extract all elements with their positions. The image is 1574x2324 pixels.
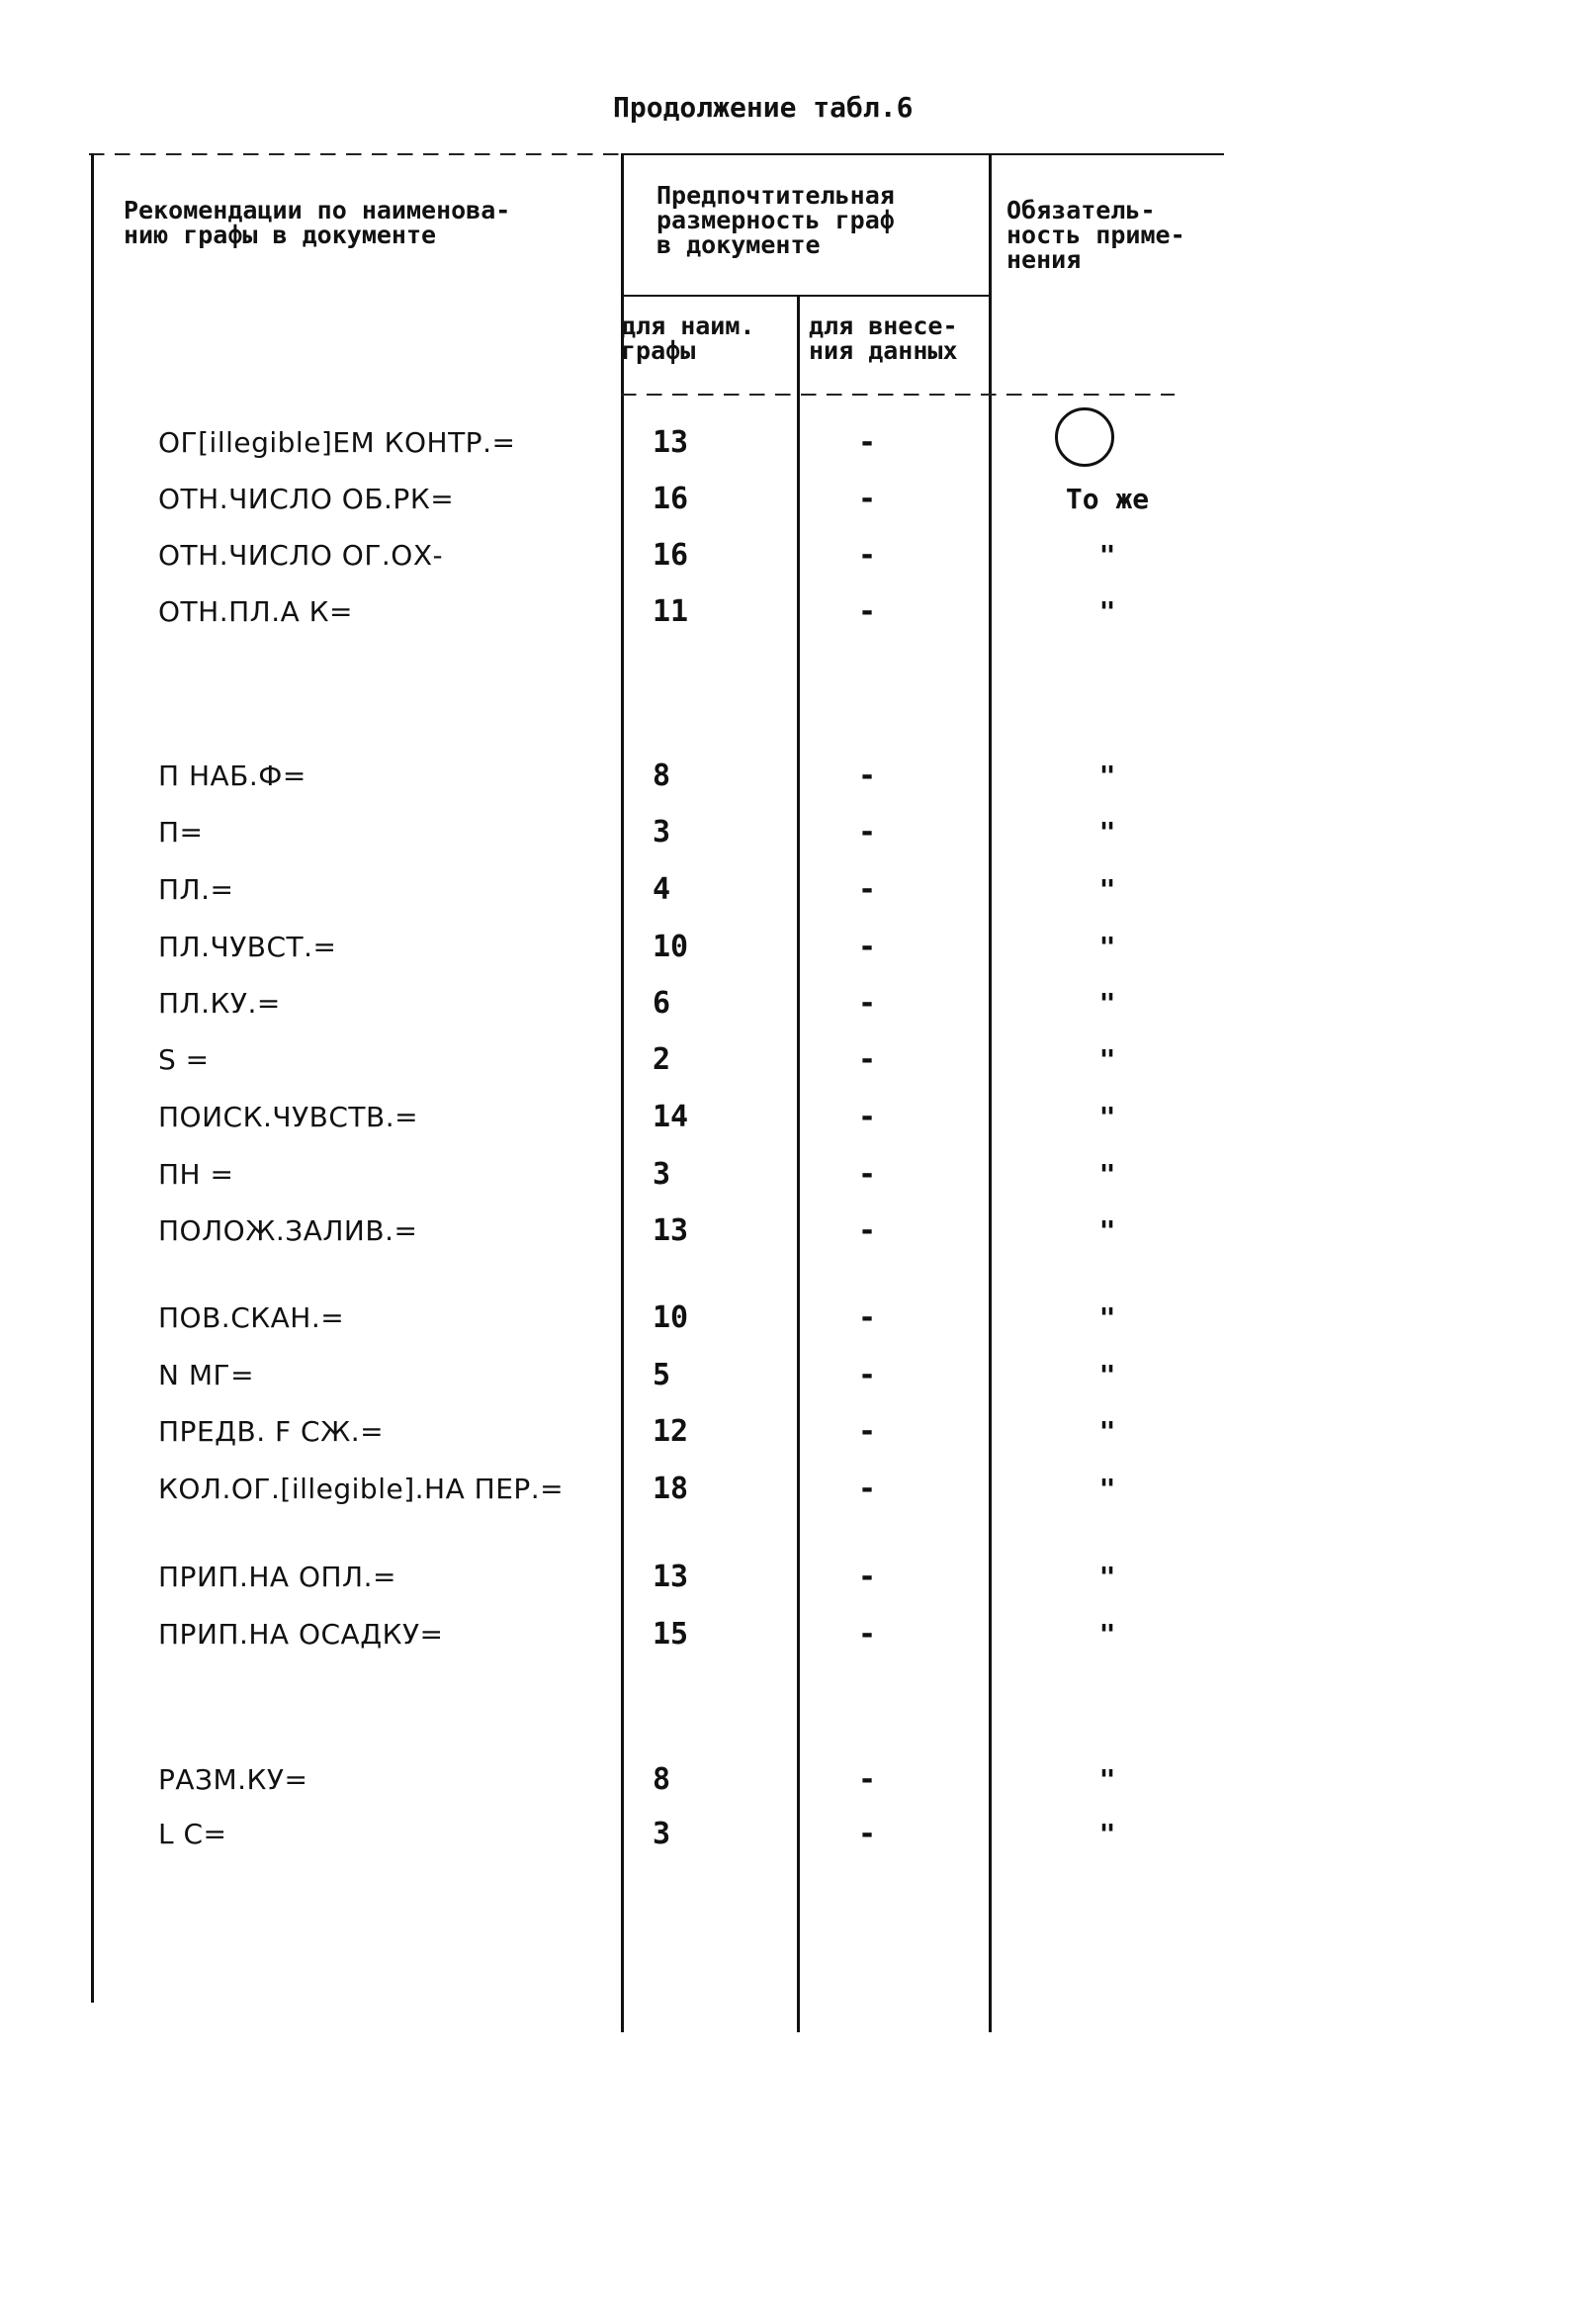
row-data-dash: - — [858, 1762, 877, 1797]
row-name: L С= — [158, 1818, 227, 1850]
row-size: 18 — [653, 1472, 689, 1506]
row-name: ПЛ.ЧУВСТ.= — [158, 931, 337, 963]
table-row — [0, 1150, 1574, 1200]
row-name: П= — [158, 816, 204, 849]
row-data-dash: - — [858, 1414, 877, 1449]
row-mandatory: " — [1098, 816, 1116, 849]
row-size: 3 — [653, 815, 671, 849]
row-name: N МГ= — [158, 1359, 255, 1391]
row-name: ОТН.ПЛ.А К= — [158, 595, 354, 628]
row-data-dash: - — [858, 1300, 877, 1335]
row-mandatory: То же — [1065, 483, 1150, 515]
table-row — [0, 1093, 1574, 1142]
row-size: 16 — [653, 538, 689, 573]
table-row — [0, 752, 1574, 801]
row-name: ПРЕДВ. F СЖ.= — [158, 1415, 385, 1448]
row-size: 8 — [653, 1762, 671, 1797]
table-row — [0, 979, 1574, 1028]
row-name: ПЛ.КУ.= — [158, 987, 281, 1020]
table-row — [0, 1755, 1574, 1805]
row-data-dash: - — [858, 1560, 877, 1594]
row-data-dash: - — [858, 986, 877, 1021]
row-name: ПН = — [158, 1158, 234, 1191]
row-mandatory: " — [1098, 873, 1116, 906]
row-data-dash: - — [858, 815, 877, 849]
row-name: ОТН.ЧИСЛО ОБ.РК= — [158, 483, 455, 515]
row-mandatory: " — [1098, 1359, 1116, 1391]
row-size: 2 — [653, 1042, 671, 1077]
row-mandatory: " — [1098, 931, 1116, 963]
row-data-dash: - — [858, 872, 877, 907]
table-top-border-right — [621, 153, 1224, 155]
row-name: ПОЛОЖ.ЗАЛИВ.= — [158, 1214, 418, 1247]
row-data-dash: - — [858, 1358, 877, 1392]
table-row — [0, 1351, 1574, 1400]
row-mandatory: " — [1098, 1043, 1116, 1076]
row-name: S = — [158, 1043, 210, 1076]
table-top-border-left — [89, 153, 623, 155]
header-bottom-border — [621, 394, 1175, 396]
row-size: 15 — [653, 1617, 689, 1652]
table-row — [0, 418, 1574, 468]
row-mandatory: " — [1098, 1101, 1116, 1133]
row-mandatory: " — [1098, 1214, 1116, 1247]
row-name: ПРИП.НА ОСАДКУ= — [158, 1618, 444, 1651]
row-mandatory: " — [1098, 1618, 1116, 1651]
row-mandatory: " — [1098, 1415, 1116, 1448]
row-name: ОТН.ЧИСЛО ОГ.ОХ- — [158, 539, 444, 572]
row-name: РАЗМ.КУ= — [158, 1763, 308, 1796]
table-row — [0, 923, 1574, 972]
row-data-dash: - — [858, 1213, 877, 1248]
subheader-divider — [621, 295, 991, 297]
table-row — [0, 475, 1574, 524]
header-col2-group: Предпочтительная размерность граф в документе — [656, 181, 895, 259]
row-mandatory: " — [1098, 987, 1116, 1020]
row-size: 8 — [653, 759, 671, 793]
row-mandatory: " — [1098, 595, 1116, 628]
row-data-dash: - — [858, 482, 877, 516]
table-row — [0, 1465, 1574, 1514]
row-size: 13 — [653, 1213, 689, 1248]
row-size: 16 — [653, 482, 689, 516]
table-row — [0, 1294, 1574, 1343]
row-name: КОЛ.ОГ.[illegible].НА ПЕР.= — [158, 1473, 565, 1505]
table-row — [0, 531, 1574, 581]
row-size: 14 — [653, 1100, 689, 1134]
table-row — [0, 1207, 1574, 1256]
row-size: 13 — [653, 425, 689, 460]
row-size: 13 — [653, 1560, 689, 1594]
table-row — [0, 587, 1574, 637]
row-size: 6 — [653, 986, 671, 1021]
header-col2a: для наим. графы — [621, 312, 755, 365]
row-mandatory: " — [1098, 1301, 1116, 1334]
row-mandatory: " — [1098, 539, 1116, 572]
header-col3: Обязатель- ность приме- нения — [1006, 196, 1185, 274]
row-size: 3 — [653, 1817, 671, 1851]
row-data-dash: - — [858, 538, 877, 573]
row-mandatory: " — [1098, 760, 1116, 792]
table-caption: Продолжение табл.6 — [613, 91, 914, 124]
table-row — [0, 1810, 1574, 1859]
table-row — [0, 1553, 1574, 1602]
row-mandatory: " — [1098, 1158, 1116, 1191]
row-data-dash: - — [858, 1100, 877, 1134]
row-data-dash: - — [858, 1617, 877, 1652]
header-col2b: для внесе- ния данных — [809, 312, 958, 365]
row-data-dash: - — [858, 759, 877, 793]
row-size: 5 — [653, 1358, 671, 1392]
row-name: П НАБ.Ф= — [158, 760, 306, 792]
row-mandatory: " — [1098, 1763, 1116, 1796]
row-name: ПОВ.СКАН.= — [158, 1301, 345, 1334]
row-size: 10 — [653, 1300, 689, 1335]
row-mandatory: " — [1098, 1561, 1116, 1593]
table-row — [0, 808, 1574, 857]
row-size: 4 — [653, 872, 671, 907]
row-name: ПРИП.НА ОПЛ.= — [158, 1561, 396, 1593]
table-row — [0, 1610, 1574, 1659]
row-data-dash: - — [858, 930, 877, 964]
row-size: 11 — [653, 594, 689, 629]
table-row — [0, 1407, 1574, 1457]
row-data-dash: - — [858, 1472, 877, 1506]
row-name: ПОИСК.ЧУВСТВ.= — [158, 1101, 419, 1133]
row-mandatory: " — [1098, 1818, 1116, 1850]
row-data-dash: - — [858, 1042, 877, 1077]
row-data-dash: - — [858, 1157, 877, 1192]
row-size: 3 — [653, 1157, 671, 1192]
row-mandatory: " — [1098, 1473, 1116, 1505]
table-row — [0, 865, 1574, 915]
row-data-dash: - — [858, 425, 877, 460]
row-data-dash: - — [858, 1817, 877, 1851]
table-row — [0, 1035, 1574, 1085]
row-data-dash: - — [858, 594, 877, 629]
row-size: 12 — [653, 1414, 689, 1449]
row-size: 10 — [653, 930, 689, 964]
header-col1: Рекомендации по наименова- нию графы в документе — [124, 196, 511, 249]
row-name: ПЛ.= — [158, 873, 234, 906]
row-name: ОГ[illegible]ЕМ КОНТР.= — [158, 426, 516, 459]
